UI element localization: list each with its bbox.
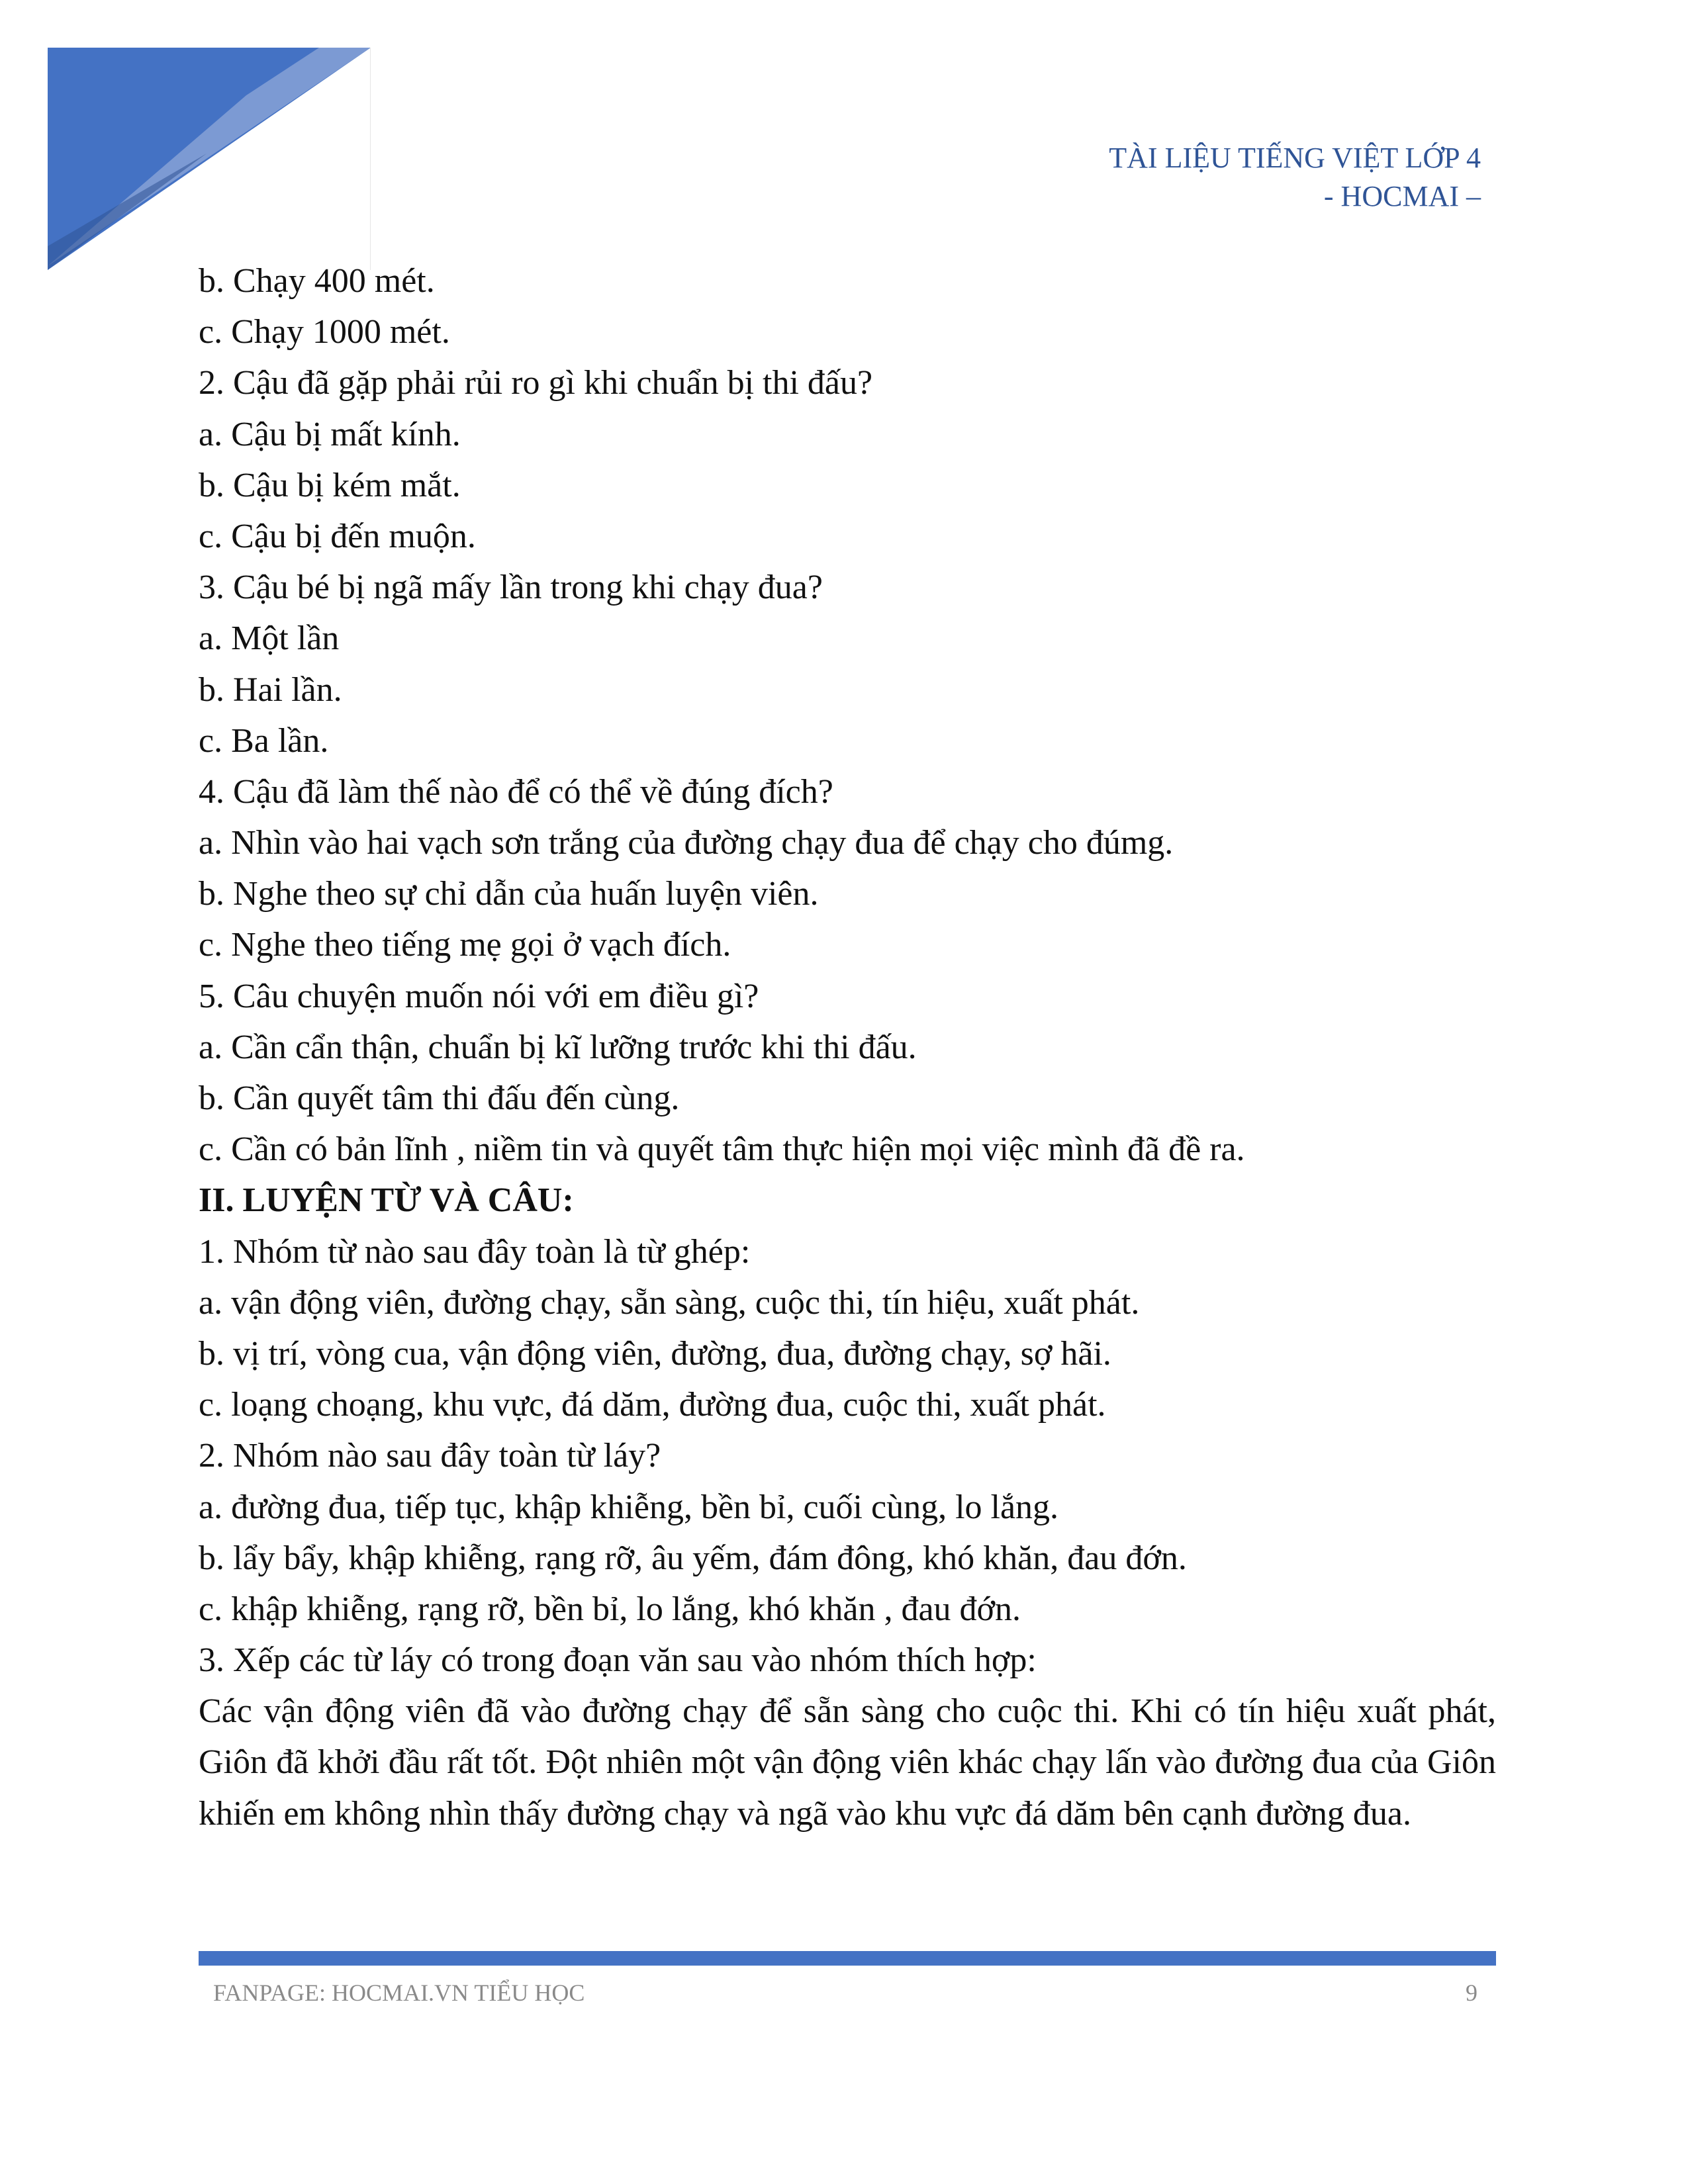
text-line: b. lẩy bẩy, khập khiễng, rạng rỡ, âu yếm, đám đông, khó khăn, đau đớn. [199,1539,1187,1577]
text-line: c. Cần có bản lĩnh , niềm tin và quyết tâm thực hiện mọi việc mình đã đề ra. [199,1130,1245,1169]
question-line: 3. Xếp các từ láy có trong đoạn văn sau vào nhóm thích hợp: [199,1641,1037,1680]
text-line: a. đường đua, tiếp tục, khập khiễng, bền bỉ, cuối cùng, lo lắng. [199,1488,1059,1526]
section-heading: II. LUYỆN TỪ VÀ CÂU: [199,1181,574,1220]
header-title: TÀI LIỆU TIẾNG VIỆT LỚP 4 [1109,142,1481,174]
text-line: c. Nghe theo tiếng mẹ gọi ở vạch đích. [199,926,731,964]
footer-fanpage: FANPAGE: HOCMAI.VN TIỂU HỌC [213,1979,585,2006]
text-line: b. vị trí, vòng cua, vận động viên, đường, đua, đường chạy, sợ hãi. [199,1334,1111,1373]
text-line: b. Cần quyết tâm thi đấu đến cùng. [199,1079,680,1117]
text-line: b. Cậu bị kém mắt. [199,466,461,504]
text-line: a. vận động viên, đường chạy, sẵn sàng, cuộc thi, tín hiệu, xuất phát. [199,1283,1140,1322]
text-line: c. Cậu bị đến muộn. [199,517,476,555]
question-line: 5. Câu chuyện muốn nói với em điều gì? [199,977,759,1015]
corner-decoration [48,48,371,270]
text-line: b. Nghe theo sự chỉ dẫn của huấn luyện viên. [199,875,819,913]
header-subtitle: - HOCMAI – [1323,180,1481,212]
question-line: 2. Cậu đã gặp phải rủi ro gì khi chuẩn bị thi đấu? [199,364,873,402]
question-line: 4. Cậu đã làm thế nào để có thể về đúng đích? [199,772,833,811]
question-line: 2. Nhóm nào sau đây toàn từ láy? [199,1437,661,1475]
document-body [199,255,1496,1839]
text-line: a. Cần cẩn thận, chuẩn bị kĩ lưỡng trước khi thi đấu. [199,1028,917,1066]
text-line: c. Chạy 1000 mét. [199,313,450,351]
footer-divider [199,1951,1496,1966]
text-line: b. Hai lần. [199,670,342,709]
text-line: a. Nhìn vào hai vạch sơn trắng của đường chạy đua để chạy cho đúmg. [199,824,1174,862]
question-line: 3. Cậu bé bị ngã mấy lần trong khi chạy đua? [199,569,823,607]
document-header [1109,139,1481,216]
question-line: 1. Nhóm từ nào sau đây toàn là từ ghép: [199,1232,751,1271]
text-line: c. loạng choạng, khu vực, đá dăm, đường đua, cuộc thi, xuất phát. [199,1386,1106,1424]
text-line: a. Cậu bị mất kính. [199,415,461,453]
text-line: c. Ba lần. [199,721,329,760]
passage-paragraph: Các vận động viên đã vào đường chạy để sẵn sàng cho cuộc thi. Khi có tín hiệu xuất phát, Giôn đã khởi đầu rất tốt. Đột nhiên một vận động viên khác chạy lấn vào đường đua của Giôn khiến em không nhìn thấy đường chạy và ngã vào khu vực đá dăm bên cạnh đường đua. [199,1692,1496,1833]
text-line: a. Một lần [199,619,340,658]
text-line: b. Chạy 400 mét. [199,262,435,300]
page-number: 9 [1466,1979,1477,2006]
text-line: c. khập khiễng, rạng rỡ, bền bỉ, lo lắng, khó khăn , đau đớn. [199,1590,1021,1628]
